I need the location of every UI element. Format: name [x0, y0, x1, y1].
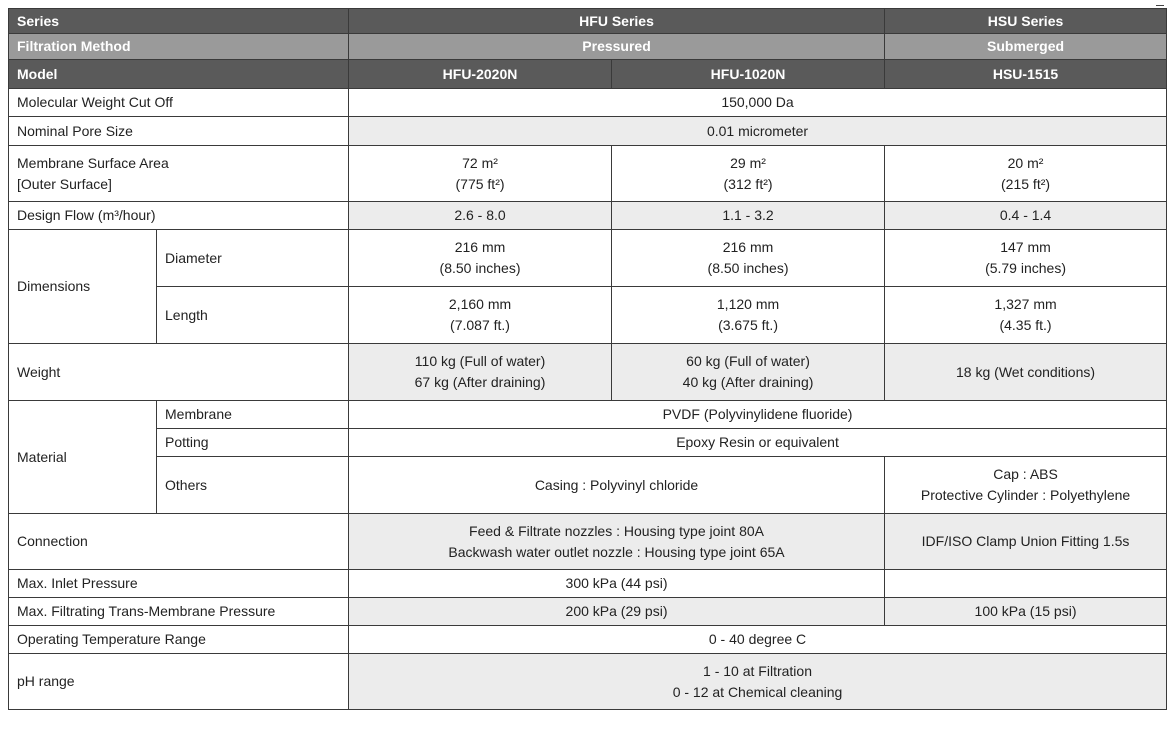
table-row	[9, 514, 1167, 570]
cell-line: 216 mm	[722, 239, 774, 255]
model-hfu-1020n: HFU-1020N	[612, 60, 885, 89]
row-label-line: [Outer Surface]	[17, 175, 112, 192]
cell-line: Backwash water outlet nozzle : Housing type joint 65A	[448, 543, 785, 560]
cell-line: 1,327 mm	[994, 296, 1057, 312]
cell-line: 216 mm	[454, 239, 506, 255]
table-cell	[349, 287, 612, 344]
table-cell	[612, 146, 885, 202]
table-cell	[885, 287, 1167, 344]
table-row	[9, 626, 1167, 654]
table-row	[9, 598, 1167, 626]
row-label-line: Membrane Surface Area	[17, 154, 169, 171]
table-cell: 0 - 40 degree C	[349, 626, 1167, 654]
filtration-label: Filtration Method	[9, 34, 349, 60]
spec-table	[8, 8, 1167, 710]
table-cell: 2.6 - 8.0	[349, 202, 612, 230]
cell-line: (3.675 ft.)	[718, 317, 778, 333]
table-row	[9, 570, 1167, 598]
table-cell	[349, 344, 612, 401]
cell-line: 29 m²	[730, 154, 766, 171]
table-cell	[885, 457, 1167, 514]
cell-line: (4.35 ft.)	[999, 317, 1052, 333]
table-cell	[612, 230, 885, 287]
table-cell: 300 kPa (44 psi)	[349, 570, 885, 598]
cell-line: 67 kg (After draining)	[414, 374, 546, 390]
table-cell: PVDF (Polyvinylidene fluoride)	[349, 401, 1167, 429]
hsu-series-header: HSU Series	[885, 9, 1167, 34]
cell-line: (8.50 inches)	[439, 260, 521, 276]
table-cell: Epoxy Resin or equivalent	[349, 429, 1167, 457]
table-cell: 0.01 micrometer	[349, 117, 1167, 146]
cell-line: 60 kg (Full of water)	[686, 353, 810, 369]
table-cell: Casing : Polyvinyl chloride	[349, 457, 885, 514]
row-label: Connection	[9, 514, 349, 570]
table-cell	[885, 570, 1167, 598]
table-row	[9, 230, 1167, 287]
table-cell	[349, 230, 612, 287]
table-cell: 200 kPa (29 psi)	[349, 598, 885, 626]
table-cell	[885, 230, 1167, 287]
row-label	[9, 146, 349, 202]
table-cell	[612, 344, 885, 401]
table-cell	[612, 287, 885, 344]
table-cell	[349, 514, 885, 570]
sub-label: Potting	[157, 429, 349, 457]
table-cell: IDF/ISO Clamp Union Fitting 1.5s	[885, 514, 1167, 570]
table-row	[9, 89, 1167, 117]
cell-line: 20 m²	[1007, 154, 1044, 171]
cell-line: (312 ft²)	[723, 175, 773, 192]
cell-line: 1 - 10 at Filtration	[703, 662, 812, 679]
table-cell: 150,000 Da	[349, 89, 1167, 117]
cell-line: (5.79 inches)	[985, 260, 1066, 276]
table-cell: 18 kg (Wet conditions)	[885, 344, 1167, 401]
table-row	[9, 429, 1167, 457]
sub-label: Diameter	[157, 230, 349, 287]
table-cell: 0.4 - 1.4	[885, 202, 1167, 230]
cell-line: 1,120 mm	[716, 296, 780, 312]
table-row	[9, 117, 1167, 146]
sub-label: Membrane	[157, 401, 349, 429]
table-row	[9, 457, 1167, 514]
row-label: Dimensions	[9, 230, 157, 344]
table-row	[9, 401, 1167, 429]
table-row	[9, 146, 1167, 202]
row-label: Max. Inlet Pressure	[9, 570, 349, 598]
sub-label: Others	[157, 457, 349, 514]
hfu-series-header: HFU Series	[349, 9, 885, 34]
series-label: Series	[9, 9, 349, 34]
table-row	[9, 344, 1167, 401]
cell-line: 110 kg (Full of water)	[414, 353, 546, 369]
model-hsu-1515: HSU-1515	[885, 60, 1167, 89]
model-label: Model	[9, 60, 349, 89]
sub-label: Length	[157, 287, 349, 344]
cell-line: 0 - 12 at Chemical cleaning	[672, 683, 843, 700]
cell-line: Protective Cylinder : Polyethylene	[920, 487, 1131, 503]
series-row	[9, 9, 1167, 34]
cell-line: Feed & Filtrate nozzles : Housing type joint 80A	[469, 522, 764, 539]
row-label: Material	[9, 401, 157, 514]
table-row	[9, 202, 1167, 230]
row-label: Design Flow (m³/hour)	[9, 202, 349, 230]
row-label: pH range	[9, 654, 349, 710]
table-cell: 1.1 - 3.2	[612, 202, 885, 230]
table-cell: 100 kPa (15 psi)	[885, 598, 1167, 626]
cell-line: (7.087 ft.)	[450, 317, 510, 333]
cell-line: (215 ft²)	[1001, 175, 1051, 192]
cell-line: 147 mm	[1000, 239, 1051, 255]
table-row	[9, 654, 1167, 710]
cell-line: Cap : ABS	[993, 466, 1058, 482]
row-label: Molecular Weight Cut Off	[9, 89, 349, 117]
cell-line: 40 kg (After draining)	[682, 374, 814, 390]
cell-line: (8.50 inches)	[707, 260, 789, 276]
table-row	[9, 287, 1167, 344]
cell-line: 72 m²	[462, 154, 498, 171]
corner-mark	[1156, 0, 1164, 6]
cell-line: 2,160 mm	[448, 296, 512, 312]
table-cell	[885, 146, 1167, 202]
row-label: Max. Filtrating Trans-Membrane Pressure	[9, 598, 349, 626]
row-label: Weight	[9, 344, 349, 401]
filtration-row	[9, 34, 1167, 60]
model-hfu-2020n: HFU-2020N	[349, 60, 612, 89]
table-cell	[349, 654, 1167, 710]
model-row	[9, 60, 1167, 89]
pressured-header: Pressured	[349, 34, 885, 60]
row-label: Nominal Pore Size	[9, 117, 349, 146]
row-label: Operating Temperature Range	[9, 626, 349, 654]
submerged-header: Submerged	[885, 34, 1167, 60]
table-cell	[349, 146, 612, 202]
cell-line: (775 ft²)	[455, 175, 505, 192]
